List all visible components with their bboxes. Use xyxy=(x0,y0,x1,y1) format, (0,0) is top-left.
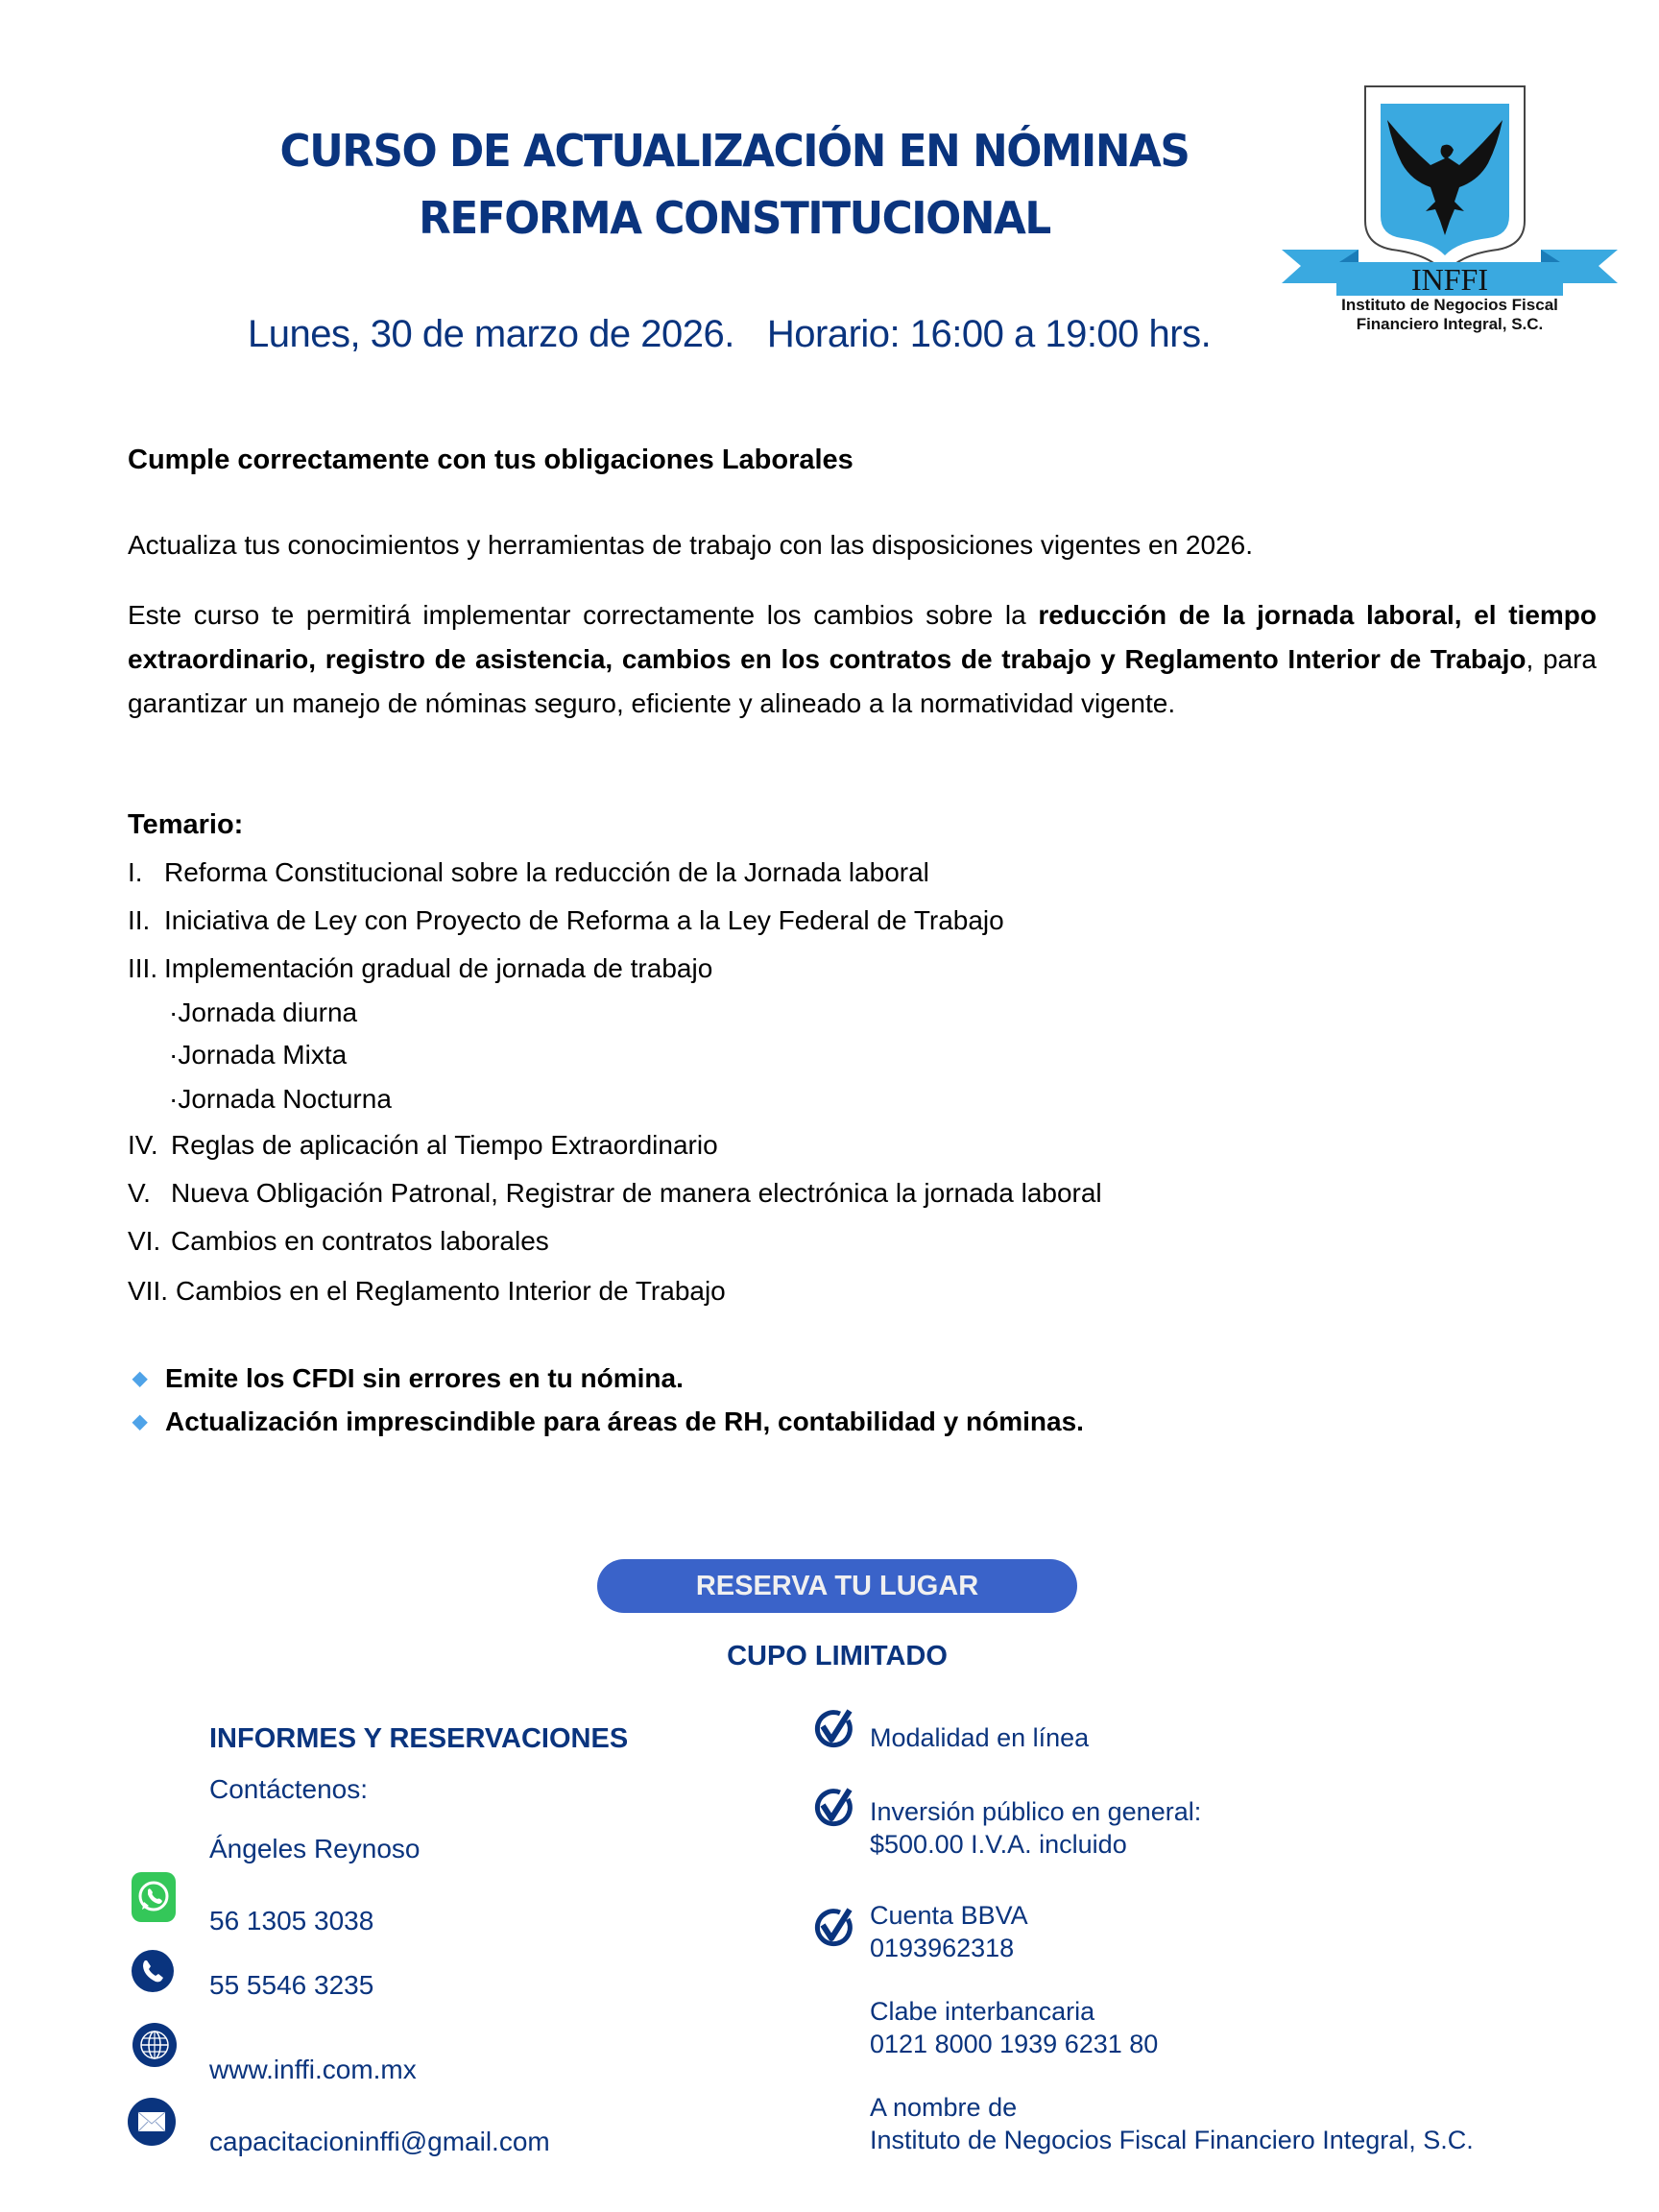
course-title-line1: CURSO DE ACTUALIZACIÓN EN NÓMINAS xyxy=(279,125,1190,177)
clabe-label: Clabe interbancaria xyxy=(870,1997,1095,2026)
phone-icon xyxy=(131,1949,175,1993)
temario-item: III. Implementación gradual de jornada de trabajo xyxy=(128,953,713,983)
temario-item: VI. Cambios en contratos laborales xyxy=(128,1226,549,1256)
paragraph-2-bold: reducción de la jornada laboral, el tiempo extraordinario, registro de asistencia, cambios en los contratos de trabajo y Reglamento Interior de Trabajo xyxy=(128,600,1597,674)
diamond-bullet-icon: ◆ xyxy=(132,1368,148,1389)
logo-name-line1: Instituto de Negocios Fiscal xyxy=(1341,296,1558,314)
highlight-item: ◆ Emite los CFDI sin errores en tu nómina. xyxy=(132,1363,684,1393)
whatsapp-number[interactable]: 56 1305 3038 xyxy=(209,1906,374,1936)
course-date: Lunes, 30 de marzo de 2026. xyxy=(248,313,734,355)
checkmark-icon xyxy=(811,1906,855,1950)
contact-person: Ángeles Reynoso xyxy=(209,1834,421,1863)
paragraph-2-text-end: , para garantizar un manejo de nóminas seguro, eficiente y alineado a la normatividad vigente. xyxy=(128,644,1597,718)
temario-subitem: ·Jornada Nocturna xyxy=(169,1084,392,1114)
temario-item: II. Iniciativa de Ley con Proyecto de Reforma a la Ley Federal de Trabajo xyxy=(128,905,1004,935)
investment-value: $500.00 I.V.A. incluido xyxy=(870,1830,1127,1859)
account-label: Cuenta BBVA xyxy=(870,1901,1028,1930)
email-link[interactable]: capacitacioninffi@gmail.com xyxy=(209,2127,550,2156)
course-schedule: Horario: 16:00 a 19:00 hrs. xyxy=(766,313,1212,355)
temario-heading: Temario: xyxy=(128,809,244,840)
temario-item: V. Nueva Obligación Patronal, Registrar de manera electrónica la jornada laboral xyxy=(128,1178,1102,1208)
temario-item: IV. Reglas de aplicación al Tiempo Extraordinario xyxy=(128,1130,718,1160)
limited-spots-label: CUPO LIMITADO xyxy=(727,1641,948,1671)
temario-subitem: ·Jornada Mixta xyxy=(169,1040,348,1070)
holder-label: A nombre de xyxy=(870,2093,1018,2122)
paragraph-2-text: Este curso te permitirá implementar correctamente los cambios sobre la xyxy=(128,600,1039,630)
investment-label: Inversión público en general: xyxy=(870,1797,1202,1826)
intro-heading: Cumple correctamente con tus obligaciones Laborales xyxy=(128,445,854,475)
reserve-button[interactable]: RESERVA TU LUGAR xyxy=(597,1559,1077,1613)
diamond-bullet-icon: ◆ xyxy=(132,1411,148,1432)
account-number: 0193962318 xyxy=(870,1934,1015,1962)
logo-institute-name xyxy=(1277,296,1623,334)
temario-subitem: ·Jornada diurna xyxy=(169,998,358,1027)
email-icon xyxy=(127,2097,177,2147)
intro-paragraph-1: Actualiza tus conocimientos y herramientas de trabajo con las disposiciones vigentes en 2026. xyxy=(128,530,1253,560)
phone-number[interactable]: 55 5546 3235 xyxy=(209,1970,374,2000)
highlight-item: ◆ Actualización imprescindible para áreas de RH, contabilidad y nóminas. xyxy=(132,1407,1084,1436)
logo-name-line2: Financiero Integral, S.C. xyxy=(1356,315,1544,333)
clabe-number: 0121 8000 1939 6231 80 xyxy=(870,2030,1159,2058)
contact-label: Contáctenos: xyxy=(209,1774,368,1804)
clabe-info xyxy=(870,1995,1158,2060)
holder-name: Instituto de Negocios Fiscal Financiero Integral, S.C. xyxy=(870,2126,1474,2154)
modality-text: Modalidad en línea xyxy=(870,1723,1090,1752)
temario-item: I. Reforma Constitucional sobre la reducción de la Jornada laboral xyxy=(128,857,929,887)
whatsapp-icon xyxy=(132,1872,180,1922)
website-link[interactable]: www.inffi.com.mx xyxy=(209,2055,417,2084)
investment-info xyxy=(870,1795,1201,1861)
globe-icon xyxy=(132,2022,178,2068)
bank-account-info xyxy=(870,1899,1028,1964)
course-title-line2: REFORMA CONSTITUCIONAL xyxy=(419,192,1050,244)
intro-paragraph-2 xyxy=(128,593,1597,726)
checkmark-icon xyxy=(811,1707,855,1751)
temario-item: VII. Cambios en el Reglamento Interior de Trabajo xyxy=(128,1276,726,1306)
logo-acronym: INFFI xyxy=(1410,262,1489,297)
course-date-schedule xyxy=(248,313,1211,356)
account-holder-info xyxy=(870,2091,1474,2156)
checkmark-icon xyxy=(811,1786,855,1830)
contact-heading: INFORMES Y RESERVACIONES xyxy=(209,1723,629,1754)
